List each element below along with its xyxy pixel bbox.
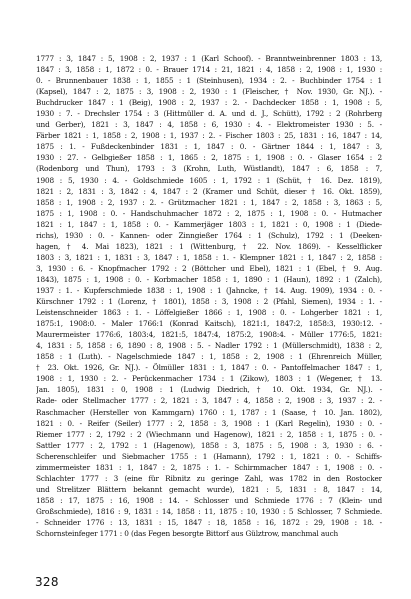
text-line: und Strelitzer Blättern bekannt gemacht wurde), 1821 : 5, 1831 : 8, 1847 : 14, bbox=[36, 484, 382, 494]
text-line: Färber 1821 : 1, 1858 : 2, 1908 : 1, 1937 : 2. - Fischer 1803 : 25, 1831 : 16, 1847 : 14, bbox=[36, 131, 382, 141]
text-line: Sattler 1777 : 2, 1792 : 1 (Hagenow), 1858 : 3, 1875 : 5, 1908 : 3, 1930 : 6. - bbox=[36, 440, 382, 450]
text-line: 1858 : 1, 1908 : 2, 1937 : 2. - Grützmacher 1821 : 1, 1847 : 2, 1858 : 3, 1863 : 5, bbox=[36, 197, 382, 207]
text-line: 1858 : 17, 1875 : 16, 1908 : 14. - Schlosser und Schmiede 1776 : 7 (Klein- und bbox=[36, 495, 382, 505]
text-line: 1930 : 7. - Drechsler 1754 : 3 (Hittmüller d. A. und d. J., Schütt), 1792 : 2 (Rohrberg bbox=[36, 109, 382, 119]
text-line: Großschmiede), 1816 : 9, 1831 : 14, 1858 : 11, 1875 : 10, 1930 : 5 Schlosser, 7 Schmiede. bbox=[36, 506, 382, 516]
text-line: Rade- oder Stellmacher 1777 : 2, 1821 : 3, 1847 : 4, 1858 : 2, 1908 : 3, 1937 : 2. - bbox=[36, 396, 382, 406]
text-line: 3, 1930 : 6. - Knopfmacher 1792 : 2 (Böttcher und Ebel), 1821 : 1 (Ebel, † 9. Aug. bbox=[36, 263, 382, 273]
text-line: 1908 : 1, 1930 : 2. - Perückenmacher 1734 : 1 (Zikow), 1803 : 1 (Wegener, † 13. bbox=[36, 374, 382, 384]
text-line: und Gerber), 1821 : 3, 1847 : 4, 1858 : 6, 1930 : 4. - Elektromeister 1930 : 5. - bbox=[36, 120, 382, 130]
text-line: 1875 : 1. - Fußdeckenbinder 1831 : 1, 1847 : 0. - Gärtner 1844 : 1, 1847 : 3, bbox=[36, 142, 382, 152]
text-line: † 23. Okt. 1926, Gr. NJ.). - Ölmüller 1831 : 1, 1847 : 0. - Pantoffelmacher 1847 : 1, bbox=[36, 363, 382, 373]
text-line: 1908 : 5, 1930 : 4. - Goldschmiede 1605 : 1, 1792 : 1 (Schüt, † 16. Dez. 1819), bbox=[36, 175, 382, 185]
text-line: 1930 : 27. - Gelbgießer 1858 : 1, 1865 : 2, 1875 : 1, 1908 : 0. - Glaser 1654 : 2 bbox=[36, 153, 382, 163]
text-line: 1875:1, 1908:0. - Maler 1766:1 (Konrad Kaitsch), 1821:1, 1847:2, 1858:3, 1930:12. - bbox=[36, 319, 382, 329]
text-line: 1821 : 1, 1847 : 1, 1858 : 0. - Kammerjäger 1803 : 1, 1821 : 0, 1908 : 1 (Diede- bbox=[36, 219, 382, 229]
text-line: richs), 1930 : 0. - Kannen- oder Zinngießer 1764 : 1 (Schulz), 1792 : 1 (Deeken- bbox=[36, 230, 382, 240]
text-line: 1937 : 1. - Kupferschmiede 1838 : 1, 1908 : 1 (Jahncke, † 14. Aug. 1909), 1934 : 0. - bbox=[36, 285, 382, 295]
text-line: 1843), 1875 : 1, 1908 : 0. - Korbmacher 1858 : 1, 1890 : 1 (Haun), 1892 : 1 (Zalch), bbox=[36, 274, 382, 284]
text-line: 1821 : 2, 1831 : 3, 1842 : 4, 1847 : 2 (Kramer und Schüt, dieser † 16. Okt. 1859), bbox=[36, 186, 382, 196]
text-line: Scherenschleifer und Siebmacher 1755 : 1 (Hamann), 1792 : 1, 1821 : 0. - Schiffs- bbox=[36, 451, 382, 461]
text-line: 4, 1831 : 5, 1858 : 6, 1890 : 8, 1908 : 5. - Nadler 1792 : 1 (Müllerschmidt), 1838 : 2, bbox=[36, 341, 382, 351]
text-line: Buchdrucker 1847 : 1 (Beig), 1908 : 2, 1937 : 2. - Dachdecker 1858 : 1, 1908 : 5, bbox=[36, 98, 382, 108]
text-line: Riemer 1777 : 2, 1792 : 2 (Wiechmann und Hagenow), 1821 : 2, 1858 : 1, 1875 : 0. - bbox=[36, 429, 382, 439]
text-line: 1858 : 1 (Luth). - Nagelschmiede 1847 : 1, 1858 : 2, 1908 : 1 (Ehrenreich Müller, bbox=[36, 352, 382, 362]
text-line: hagen, † 4. Mai 1823), 1821 : 1 (Wittenburg, † 22. Nov. 1869). - Kesselflicker bbox=[36, 241, 382, 251]
text-line: Schlachter 1777 : 3 (eine für Ribnitz zu geringe Zahl, was 1782 in den Rostocker bbox=[36, 473, 382, 483]
text-line: Kürschner 1792 : 1 (Lorenz, † 1801), 1858 : 3, 1908 : 2 (Pfahl, Siemen), 1934 : 1. - bbox=[36, 297, 382, 307]
text-line: 0. - Brunnenbauer 1838 : 1, 1855 : 1 (Steinhusen), 1934 : 2. - Buchbinder 1754 : 1 bbox=[36, 76, 382, 86]
text-line: zimmermeister 1831 : 1, 1847 : 2, 1875 : 1. - Schirmmacher 1847 : 1, 1908 : 0. - bbox=[36, 462, 382, 472]
text-line: 1821 : 0. - Reifer (Seiler) 1777 : 2, 1858 : 3, 1908 : 1 (Karl Regelin), 1930 : 0. - bbox=[36, 418, 382, 428]
text-line: Maurermeister 1776:6, 1803:4, 1821:5, 1847:4, 1875:2, 1908:4. - Müller 1776:5, 1821: bbox=[36, 330, 382, 340]
text-line: 1803 : 3, 1821 : 1, 1831 : 3, 1847 : 1, 1858 : 1. - Klempner 1821 : 1, 1847 : 2, 1858 : bbox=[36, 252, 382, 262]
text-line: Jan. 1805), 1831 : 0, 1908 : 1 (Ludwig Diedrich, † 10. Okt. 1934, Gr. NJ.). - bbox=[36, 385, 382, 395]
text-line: Schornsteinfeger 1771 : 0 (das Fegen besorgte Bittorf aus Gülztrow, manchmal auch bbox=[36, 529, 339, 539]
text-line: 1875 : 1, 1908 : 0. - Handschuhmacher 1872 : 2, 1875 : 1, 1908 : 0. - Hutmacher bbox=[36, 208, 382, 218]
text-line: (Kapsel), 1847 : 2, 1875 : 3, 1908 : 2, 1930 : 1 (Fleischer, † Nov. 1930, Gr. NJ.). - bbox=[36, 87, 382, 97]
text-line: 1847 : 3, 1858 : 1, 1872 : 0. - Brauer 1714 : 21, 1821 : 4, 1858 : 2, 1908 : 1, 1930 : bbox=[36, 65, 382, 75]
text-line: (Rodenborg und Thun), 1793 : 3 (Krohn, Luth, Wüstlandt), 1847 : 6, 1858 : 7, bbox=[36, 164, 382, 174]
text-line: - Schneider 1776 : 13, 1831 : 15, 1847 : 18, 1858 : 16, 1872 : 29, 1908 : 18. - bbox=[36, 517, 382, 527]
text-line: 1777 : 3, 1847 : 5, 1908 : 2, 1937 : 1 (Karl Schoof). - Branntweinbrenner 1803 : 13, bbox=[36, 54, 382, 63]
text-line: Leistenschneider 1863 : 1. - Löffelgießer 1866 : 1, 1908 : 0. - Lohgerber 1821 : 1, bbox=[36, 308, 382, 318]
page-number: 328 bbox=[35, 575, 59, 589]
text-line: Raschmacher (Hersteller von Kammgarn) 1760 : 1, 1787 : 1 (Saase, † 10. Jan. 1802), bbox=[36, 407, 382, 417]
body-text bbox=[36, 53, 382, 539]
